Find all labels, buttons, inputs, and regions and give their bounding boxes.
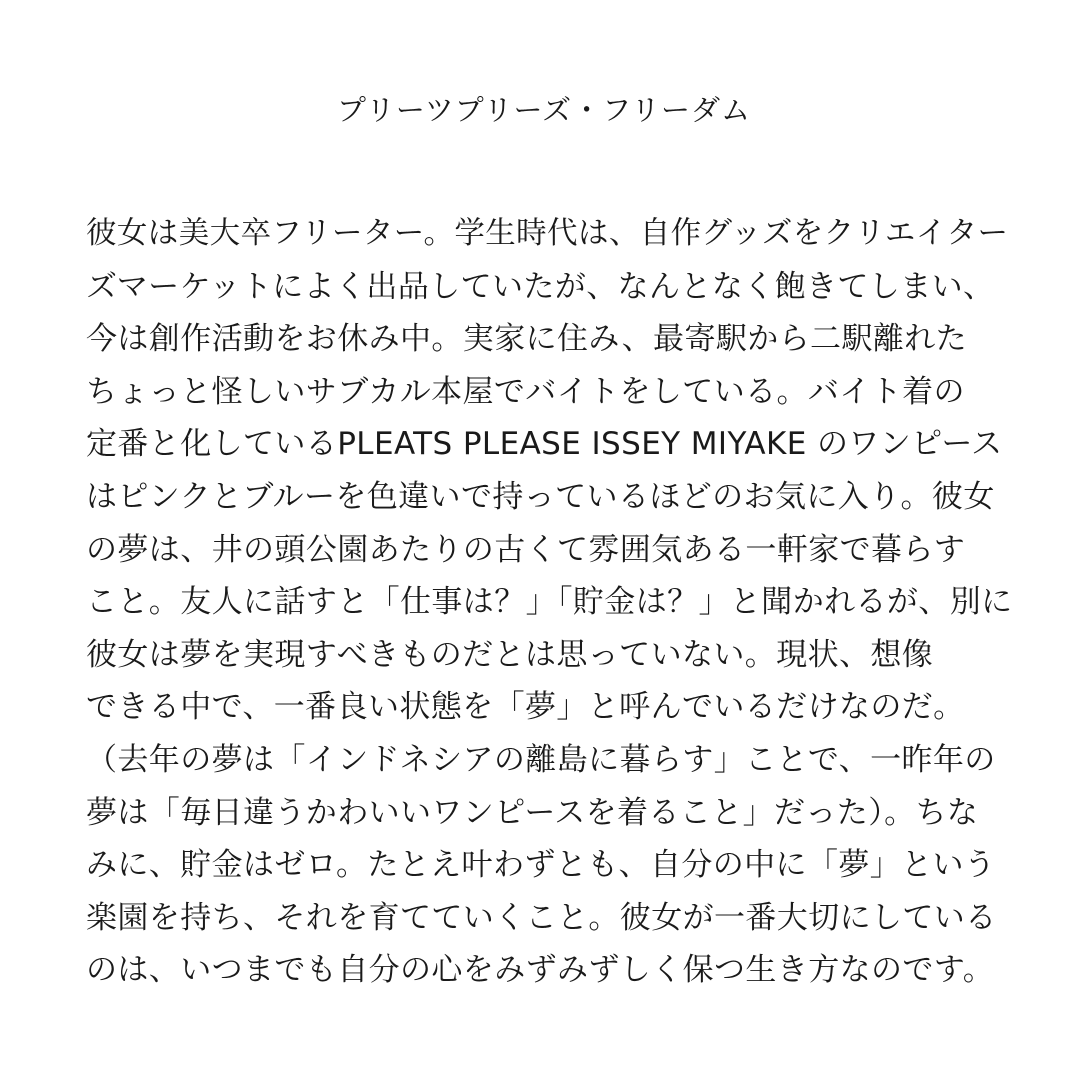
text-line: 彼女は美大卒フリーター。学生時代は、自作グッズをクリエイター [86,216,1009,251]
text-line: はピンクとブルーを色違いで持っているほどのお気に入り。彼女 [86,478,995,515]
text-line: 彼女は夢を実現すべきものだとは思っていない。現状、想像 [86,636,934,673]
text-line: こと。友人に話すと「仕事は？」「貯金は？」と聞かれるが、別に [86,584,1013,621]
body-paragraph [86,208,1016,997]
page-title: プリーツプリーズ・フリーダム [337,93,751,127]
text-line: ズマーケットによく出品していたが、なんとなく飽きてしまい、 [86,268,995,305]
text-line: みに、貯金はゼロ。たとえ叶わずとも、自分の中に「夢」という [86,847,996,884]
text-line: 今は創作活動をお休み中。実家に住み、最寄駅から二駅離れた [86,321,968,358]
text-line: 夢は「毎日違うかわいいワンピースを着ること」だった）。ちな [86,794,979,831]
text-line: 楽園を持ち、それを育てていくこと。彼女が一番大切にしている [86,899,997,936]
text-line: （去年の夢は「インドネシアの離島に暮らす」ことで、一昨年の [86,741,996,778]
text-line: ちょっと怪しいサブカル本屋でバイトをしている。バイト着の [86,373,965,410]
text-line: 定番と化しているPLEATS PLEASE ISSEY MIYAKE のワンピース [86,426,1003,463]
text-line: できる中で、一番良い状態を「夢」と呼んでいるだけなのだ。 [86,689,965,726]
text-line: の夢は、井の頭公園あたりの古くて雰囲気ある一軒家で暮らす [86,531,966,568]
text-line: のは、いつまでも自分の心をみずみずしく保つ生き方なのです。 [86,952,995,989]
